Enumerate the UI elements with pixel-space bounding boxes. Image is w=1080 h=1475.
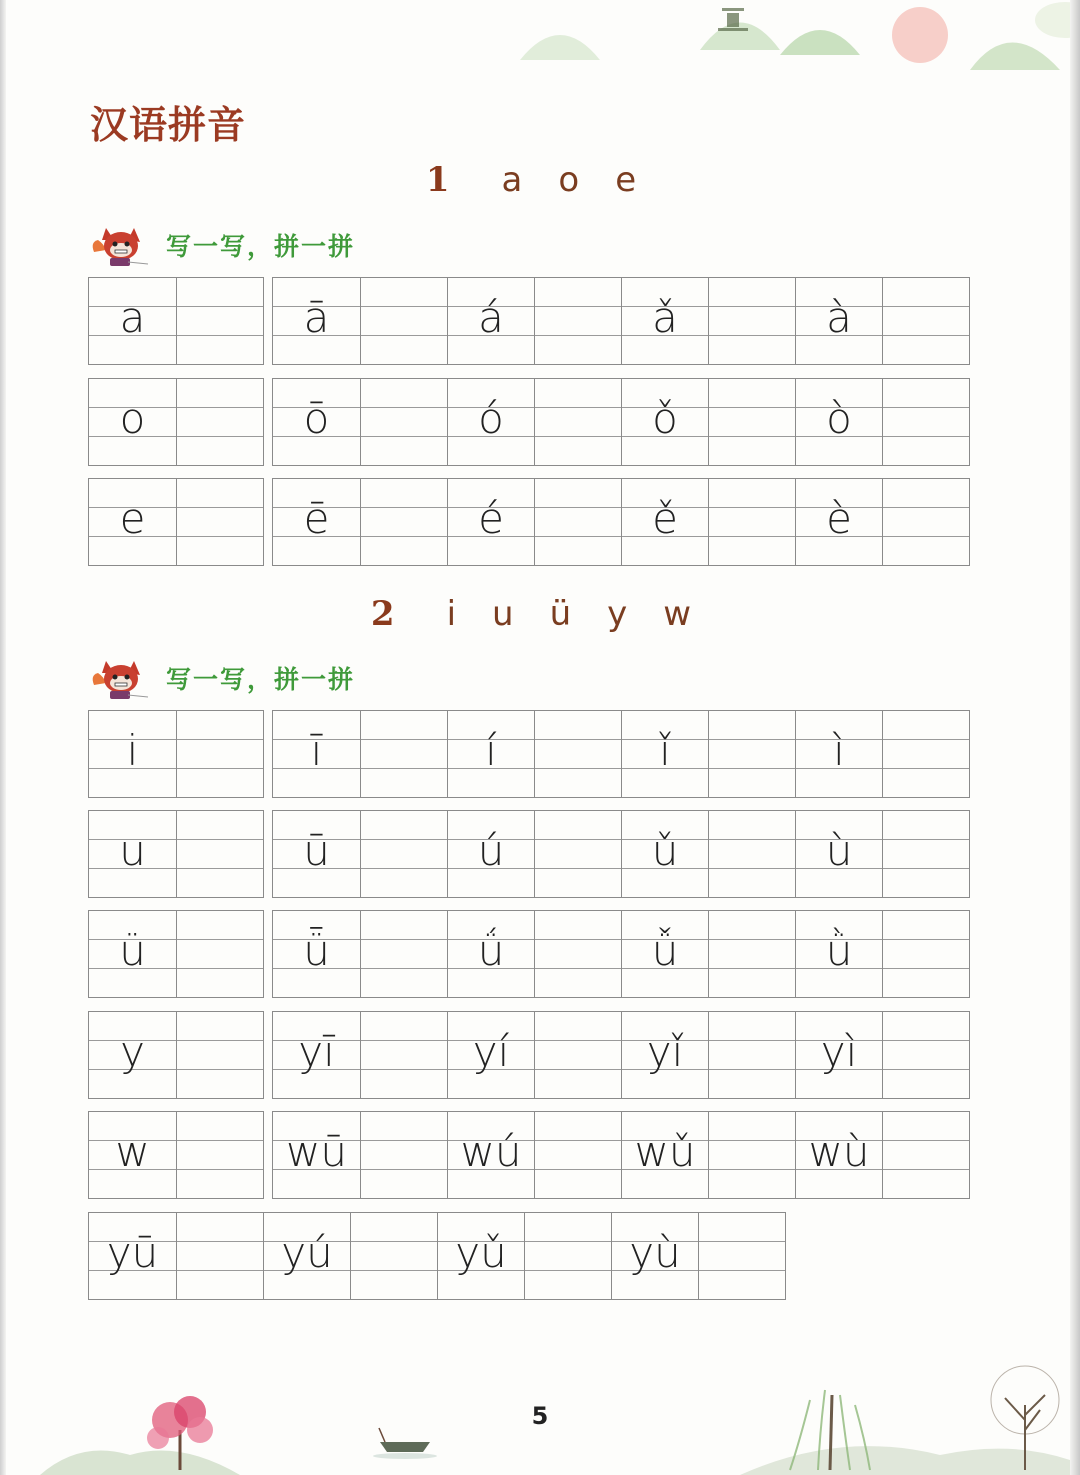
writing-cell: [89, 811, 176, 897]
writing-box: [88, 1111, 264, 1199]
pinyin-text: yù: [629, 1228, 681, 1277]
blank-cell: [176, 278, 263, 364]
writing-cell: [621, 911, 708, 997]
lesson-1-heading: [0, 160, 1080, 200]
blank-cell: [360, 1012, 447, 1098]
pinyin-text: à: [826, 293, 852, 342]
blank-cell: [534, 911, 621, 997]
writing-box: [88, 910, 264, 998]
writing-cell: [273, 379, 360, 465]
blank-cell: [534, 711, 621, 797]
writing-cell: [447, 711, 534, 797]
writing-cell: [437, 1213, 524, 1299]
blank-cell: [360, 811, 447, 897]
blank-cell: [360, 278, 447, 364]
page-edge-right: [1070, 0, 1080, 1475]
lesson-letter: e: [615, 160, 637, 200]
pinyin-text: á: [478, 293, 504, 342]
section-header-2: [88, 655, 355, 701]
pinyin-text: é: [478, 494, 504, 543]
pinyin-text: ā: [303, 293, 330, 342]
writing-cell: [89, 379, 176, 465]
blank-cell: [534, 278, 621, 364]
blank-cell: [698, 1213, 785, 1299]
blank-cell: [882, 711, 969, 797]
writing-cell: [621, 379, 708, 465]
blank-cell: [708, 379, 795, 465]
pinyin-text: ǒ: [652, 394, 678, 443]
section-header-1: [88, 222, 355, 268]
pinyin-text: yī: [298, 1027, 335, 1076]
writing-grid-row: [88, 378, 970, 466]
writing-cell: [273, 911, 360, 997]
blank-cell: [360, 379, 447, 465]
writing-box: [88, 710, 264, 798]
blank-cell: [708, 278, 795, 364]
fox-mascot-icon: [88, 655, 152, 701]
pinyin-text: wǔ: [634, 1127, 696, 1176]
writing-cell: [795, 379, 882, 465]
writing-box: [88, 1212, 786, 1300]
pinyin-text: ǘ: [477, 926, 505, 975]
blank-cell: [176, 379, 263, 465]
writing-cell: [89, 711, 176, 797]
writing-box: [272, 478, 970, 566]
writing-box: [272, 710, 970, 798]
pinyin-text: yí: [472, 1027, 510, 1076]
blank-cell: [534, 379, 621, 465]
blank-cell: [882, 1112, 969, 1198]
pinyin-text: ù: [825, 826, 853, 875]
writing-grid-row: [88, 910, 970, 998]
writing-cell: [611, 1213, 698, 1299]
blank-cell: [350, 1213, 437, 1299]
writing-cell: [621, 811, 708, 897]
writing-cell: [273, 811, 360, 897]
pinyin-text: ǜ: [825, 926, 853, 975]
blank-cell: [524, 1213, 611, 1299]
blank-cell: [882, 911, 969, 997]
writing-cell: [263, 1213, 350, 1299]
writing-box: [272, 1011, 970, 1099]
writing-cell: [795, 1012, 882, 1098]
pinyin-text: ǖ: [303, 926, 330, 975]
pinyin-text: e: [119, 494, 146, 543]
writing-cell: [447, 1012, 534, 1098]
writing-cell: [795, 1112, 882, 1198]
pinyin-text: wū: [286, 1127, 347, 1176]
blank-cell: [534, 479, 621, 565]
pinyin-text: ě: [652, 494, 678, 543]
writing-grid-row: [88, 478, 970, 566]
lesson-letter: a: [501, 160, 523, 200]
writing-box: [88, 1011, 264, 1099]
pinyin-text: ó: [478, 394, 504, 443]
writing-box: [272, 910, 970, 998]
writing-cell: [273, 1112, 360, 1198]
pinyin-text: í: [485, 726, 497, 775]
pinyin-text: ǎ: [652, 293, 678, 342]
lesson-letter: i: [446, 594, 457, 634]
writing-cell: [621, 1112, 708, 1198]
writing-cell: [89, 479, 176, 565]
writing-cell: [273, 1012, 360, 1098]
page-title: 汉语拼音: [90, 102, 247, 147]
writing-box: [88, 277, 264, 365]
lesson-letter: u: [492, 594, 514, 634]
pinyin-text: yū: [106, 1228, 159, 1277]
writing-box: [88, 478, 264, 566]
pinyin-text: ü: [119, 926, 146, 975]
fox-mascot-icon: [88, 222, 152, 268]
writing-cell: [89, 1012, 176, 1098]
pinyin-text: ǚ: [651, 926, 679, 975]
lesson-number: 2: [370, 594, 395, 634]
writing-cell: [89, 911, 176, 997]
writing-cell: [89, 1213, 176, 1299]
writing-grid-row: [88, 277, 970, 365]
writing-cell: [273, 711, 360, 797]
pinyin-text: a: [119, 293, 146, 342]
writing-grid-row: [88, 1111, 970, 1199]
blank-cell: [176, 1112, 263, 1198]
pinyin-text: wú: [460, 1127, 522, 1176]
pinyin-text: yǔ: [455, 1228, 507, 1277]
pinyin-text: ǔ: [651, 826, 679, 875]
writing-cell: [447, 479, 534, 565]
pinyin-text: ō: [303, 394, 330, 443]
writing-box: [88, 810, 264, 898]
blank-cell: [534, 1112, 621, 1198]
pinyin-text: w: [115, 1127, 150, 1176]
blank-cell: [708, 911, 795, 997]
page-edge-left: [0, 0, 6, 1475]
blank-cell: [882, 479, 969, 565]
pinyin-text: yú: [281, 1228, 333, 1277]
pinyin-text: wù: [808, 1127, 870, 1176]
blank-cell: [360, 711, 447, 797]
pinyin-text: y: [120, 1027, 145, 1076]
landscape-illustration-top: [500, 0, 1070, 100]
blank-cell: [360, 911, 447, 997]
blank-cell: [882, 278, 969, 364]
blank-cell: [708, 1012, 795, 1098]
writing-cell: [621, 711, 708, 797]
writing-box: [272, 378, 970, 466]
blank-cell: [882, 1012, 969, 1098]
blank-cell: [176, 711, 263, 797]
blank-cell: [708, 711, 795, 797]
writing-cell: [795, 811, 882, 897]
pinyin-text: ǐ: [659, 726, 671, 775]
pinyin-text: ē: [303, 494, 330, 543]
blank-cell: [176, 1012, 263, 1098]
pinyin-text: ì: [833, 726, 845, 775]
pinyin-text: u: [119, 826, 146, 875]
pinyin-text: ī: [310, 726, 323, 775]
writing-grid-row: [88, 710, 970, 798]
writing-cell: [795, 711, 882, 797]
section-label: 写一写，拼一拼: [166, 232, 356, 261]
blank-cell: [882, 811, 969, 897]
lesson-letter: ü: [549, 594, 572, 634]
blank-cell: [708, 479, 795, 565]
writing-cell: [447, 1112, 534, 1198]
blank-cell: [360, 479, 447, 565]
writing-cell: [795, 911, 882, 997]
writing-grid-row: [88, 1212, 786, 1300]
writing-box: [272, 277, 970, 365]
blank-cell: [176, 479, 263, 565]
section-label: 写一写，拼一拼: [166, 665, 356, 694]
writing-cell: [447, 811, 534, 897]
writing-cell: [447, 911, 534, 997]
blank-cell: [534, 1012, 621, 1098]
writing-cell: [273, 278, 360, 364]
writing-cell: [89, 1112, 176, 1198]
writing-cell: [621, 278, 708, 364]
pinyin-text: ū: [303, 826, 330, 875]
pinyin-text: yǐ: [646, 1027, 684, 1076]
blank-cell: [708, 811, 795, 897]
blank-cell: [708, 1112, 795, 1198]
blank-cell: [176, 911, 263, 997]
blank-cell: [360, 1112, 447, 1198]
pinyin-text: ò: [826, 394, 852, 443]
writing-cell: [795, 278, 882, 364]
blank-cell: [534, 811, 621, 897]
pinyin-text: è: [826, 494, 852, 543]
lesson-letter: w: [663, 594, 692, 634]
writing-cell: [621, 1012, 708, 1098]
writing-box: [272, 1111, 970, 1199]
lesson-2-heading: [0, 594, 1080, 634]
pinyin-text: ú: [477, 826, 505, 875]
lesson-number: 1: [425, 160, 450, 200]
writing-cell: [89, 278, 176, 364]
pinyin-text: yì: [820, 1027, 858, 1076]
lesson-letter: o: [558, 160, 580, 200]
page-number: 5: [531, 1402, 549, 1430]
lesson-letter: y: [607, 594, 628, 634]
pinyin-text: o: [119, 394, 146, 443]
writing-grid-row: [88, 810, 970, 898]
writing-cell: [447, 379, 534, 465]
writing-cell: [273, 479, 360, 565]
pinyin-text: i: [126, 726, 139, 775]
blank-cell: [882, 379, 969, 465]
writing-cell: [621, 479, 708, 565]
blank-cell: [176, 1213, 263, 1299]
writing-cell: [795, 479, 882, 565]
writing-cell: [447, 278, 534, 364]
writing-box: [88, 378, 264, 466]
blank-cell: [176, 811, 263, 897]
writing-grid-row: [88, 1011, 970, 1099]
writing-box: [272, 810, 970, 898]
